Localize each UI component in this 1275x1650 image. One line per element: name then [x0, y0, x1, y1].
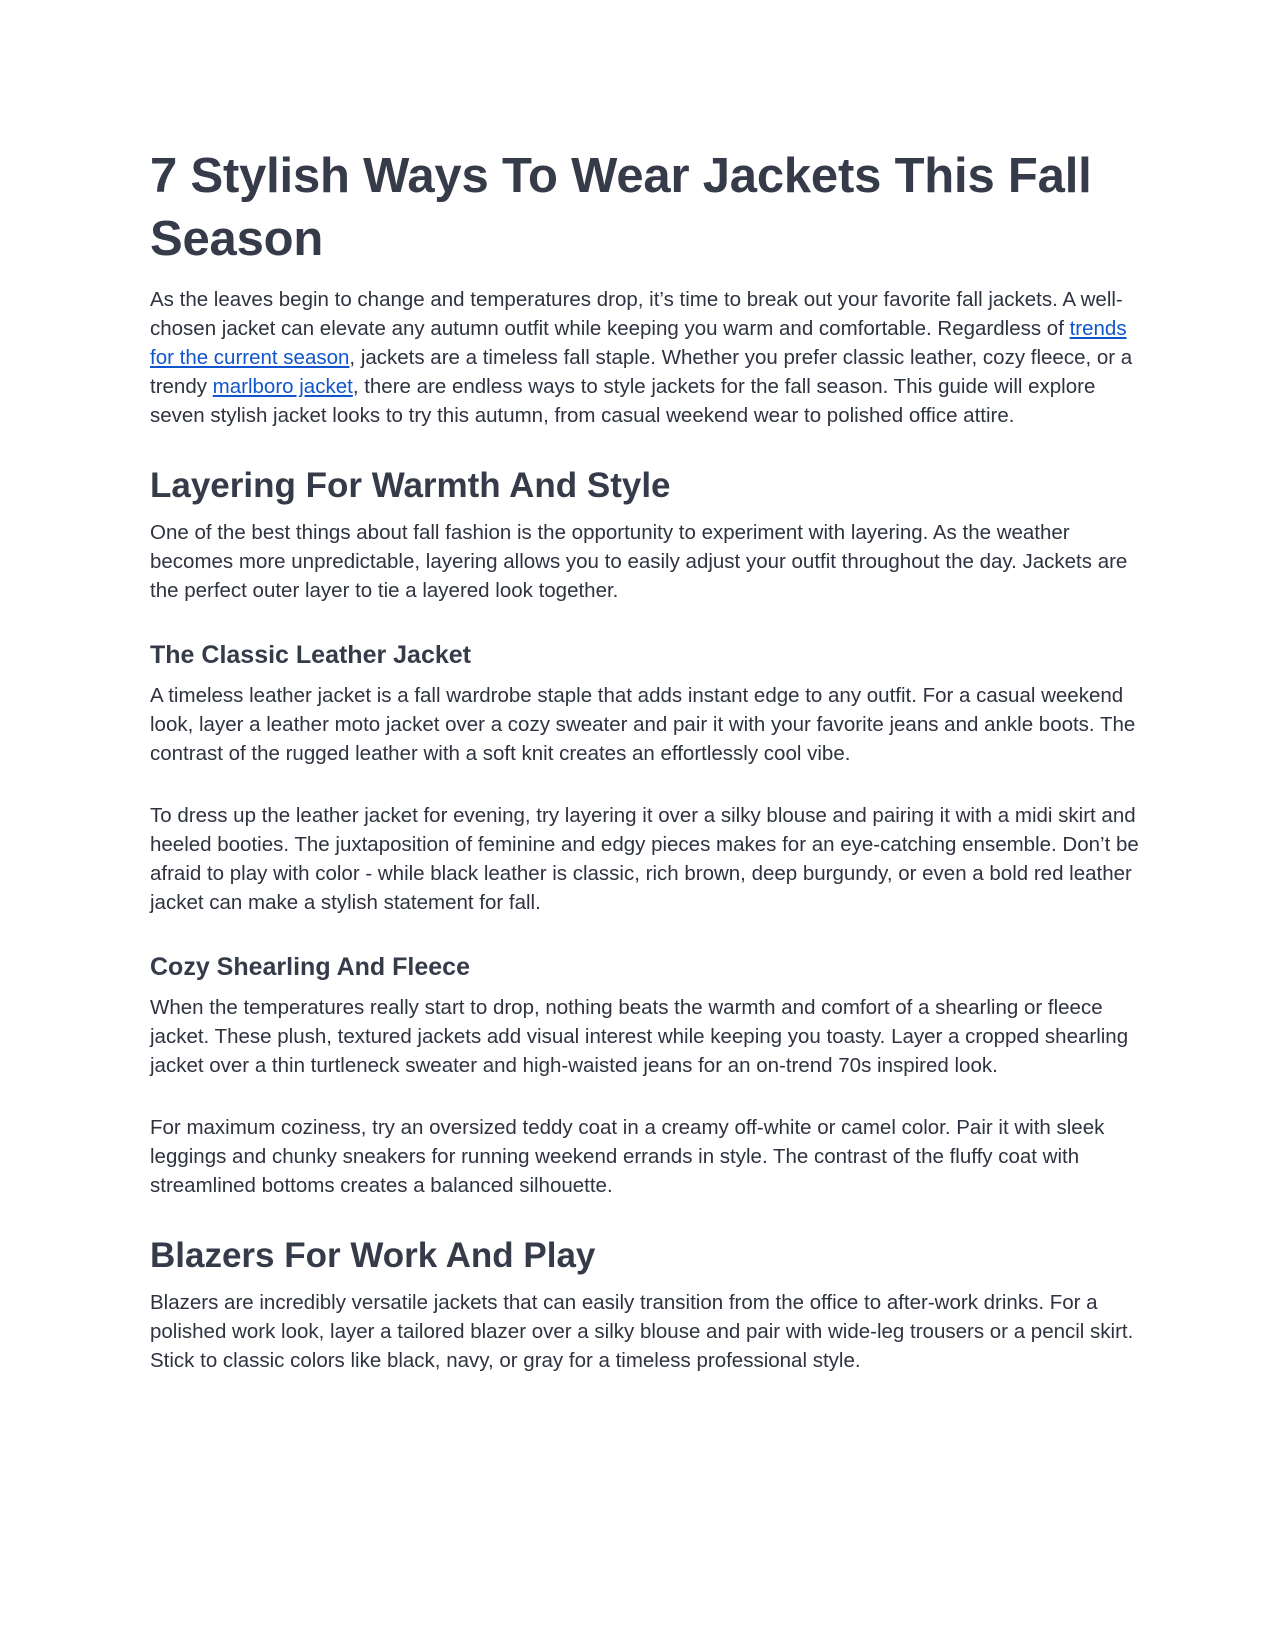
- intro-text-1: As the leaves begin to change and temperatures drop, it’s time to break out your favorite fall jackets. A well-chosen jacket can elevate any autumn outfit while keeping you warm and comfortable. Regardless of: [150, 288, 1123, 340]
- section-heading-blazers: Blazers For Work And Play: [150, 1236, 596, 1275]
- subheading-leather-jacket: The Classic Leather Jacket: [150, 641, 471, 669]
- shearling-paragraph-1: When the temperatures really start to drop, nothing beats the warmth and comfort of a shearling or fleece jacket. These plush, textured jackets add visual interest while keeping you toasty. Layer a cropped shearling jacket over a thin turtleneck sweater and high-waisted jeans for an on-trend 70s inspired look.: [150, 996, 1129, 1077]
- leather-paragraph-1: A timeless leather jacket is a fall wardrobe staple that adds instant edge to any outfit. For a casual weekend look, layer a leather moto jacket over a cozy sweater and pair it with your favorite jeans and ankle boots. The contrast of the rugged leather with a soft knit creates an effortlessly cool vibe.: [150, 684, 1136, 765]
- shearling-paragraph-2: For maximum coziness, try an oversized teddy coat in a creamy off-white or camel color. Pair it with sleek leggings and chunky sneakers for running weekend errands in style. The contrast of the fluffy coat with streamlined bottoms creates a balanced silhouette.: [150, 1116, 1105, 1197]
- intro-text-3: , there are endless ways to style jackets for the fall season. This guide will explore seven stylish jacket looks to try this autumn, from casual weekend wear to polished office attire.: [150, 375, 1096, 427]
- subheading-shearling-fleece: Cozy Shearling And Fleece: [150, 953, 470, 981]
- page-title: 7 Stylish Ways To Wear Jackets This Fall Season: [150, 149, 1092, 266]
- layering-paragraph: One of the best things about fall fashion is the opportunity to experiment with layering. As the weather becomes more unpredictable, layering allows you to easily adjust your outfit throughout the day. Jackets are the perfect outer layer to tie a layered look together.: [150, 521, 1128, 602]
- trends-link[interactable]: trends for the current season: [150, 317, 1127, 369]
- intro-text-2: , jackets are a timeless fall staple. Whether you prefer classic leather, cozy fleece, or a trendy: [150, 346, 1133, 398]
- document-page: [150, 145, 1140, 1375]
- blazers-paragraph: Blazers are incredibly versatile jackets that can easily transition from the office to after-work drinks. For a polished work look, layer a tailored blazer over a silky blouse and pair with wide-leg trousers or a pencil skirt. Stick to classic colors like black, navy, or gray for a timeless professional style.: [150, 1291, 1134, 1372]
- section-heading-layering: Layering For Warmth And Style: [150, 466, 671, 505]
- intro-paragraph: [150, 285, 1140, 430]
- marlboro-jacket-link[interactable]: marlboro jacket: [212, 375, 353, 398]
- leather-paragraph-2: To dress up the leather jacket for evening, try layering it over a silky blouse and pairing it with a midi skirt and heeled booties. The juxtaposition of feminine and edgy pieces makes for an eye-catching ensemble. Don’t be afraid to play with color - while black leather is classic, rich brown, deep burgundy, or even a bold red leather jacket can make a stylish statement for fall.: [150, 804, 1139, 914]
